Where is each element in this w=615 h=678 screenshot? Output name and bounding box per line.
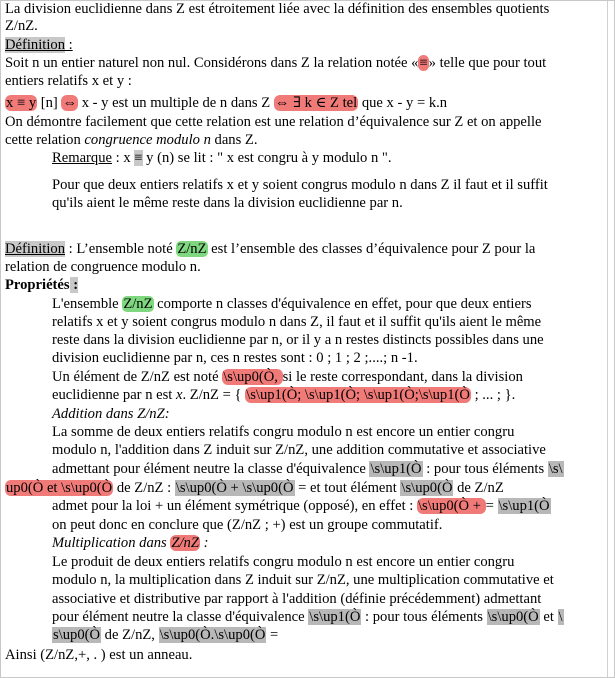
- text: pour élément neutre la classe d'équivalence: [52, 609, 309, 625]
- definition-2-line-1: [5, 241, 535, 258]
- remarque-label: Remarque: [52, 150, 112, 166]
- properties-line-2: relatifs x et y soient congrus modulo n dans Z, il faut et il suffit qu'ils aient le même: [52, 314, 542, 330]
- text: : L’ensemble noté: [65, 241, 177, 257]
- field-code: \s\up1(Ò: [498, 498, 550, 514]
- addition-title: Addition dans Z/nZ: [52, 406, 165, 422]
- text: . Z/nZ = {: [182, 387, 246, 403]
- field-code: \s\: [548, 461, 563, 477]
- text: ; ... ; }.: [470, 387, 516, 403]
- intro-line-2: Z/nZ.: [5, 18, 38, 34]
- field-code: \s\up0(Ò: [401, 480, 453, 496]
- text: : x: [111, 150, 135, 166]
- field-code: \s\up1(Ò: [370, 461, 422, 477]
- text: admet pour la loi + un élément symétrique (opposé), en effet :: [52, 498, 417, 514]
- text: : pour tous éléments: [422, 461, 548, 477]
- text: y (n) se lit : " x est congru à y modulo n ".: [142, 150, 392, 166]
- text: [n]: [37, 95, 62, 111]
- text: =: [266, 627, 279, 643]
- exists-expr: ⇔ ∃ k ∈ Z tel: [274, 95, 358, 111]
- text: dans Z.: [210, 132, 258, 148]
- properties-label: Propriétés: [5, 277, 70, 293]
- intro-line-1: La division euclidienne dans Z est étroitement liée avec la définition des ensembles quotients: [5, 1, 550, 17]
- text: :: [164, 406, 170, 422]
- properties-line-1: [52, 296, 532, 313]
- field-code: \s\up0(Ò +: [418, 498, 485, 514]
- field-code: \s\up1(Ò; \s\up1(Ò; \s\up1(Ò;\s\up1(Ò: [246, 387, 470, 403]
- definition-1-heading: [5, 37, 73, 54]
- remarque-line: [52, 150, 392, 167]
- definition-1-line-4: On démontre facilement que cette relation est une relation d’équivalence sur Z et on appelle: [5, 114, 542, 130]
- properties-line-6: [52, 387, 515, 404]
- properties-line-3: reste dans la division euclidienne par n, or il y a n restes distincts possibles dans une: [52, 332, 544, 348]
- properties-line-4: division euclidienne par n, ces n restes sont : 0 ; 1 ; 2 ;....; n -1.: [52, 350, 418, 366]
- multiplication-title: Multiplication dans: [52, 535, 171, 551]
- addition-line-3: [52, 461, 564, 478]
- text: = et tout élément: [294, 480, 401, 496]
- addition-line-5: [52, 498, 551, 515]
- field-code: up0(Ò et \s\up0(Ò: [6, 480, 113, 496]
- text: : pour tous éléments: [361, 609, 487, 625]
- congruence-equation: [5, 95, 447, 112]
- remarque-para-2: qu'ils aient le même reste dans la division euclidienne par n.: [52, 195, 403, 211]
- congruence-expr: x ≡ y: [6, 95, 37, 111]
- text: de Z/nZ :: [113, 480, 175, 496]
- multiplication-line-2: modulo n, la multiplication dans Z induit sur Z/nZ, une multiplication commutative et: [52, 572, 554, 588]
- term: congruence modulo n: [84, 132, 211, 148]
- definition-1-line-1: [5, 55, 546, 72]
- text: comporte n classes d'équivalence en effet, pour que deux entiers: [153, 296, 532, 312]
- equiv-symbol: ≡: [134, 150, 143, 166]
- definition-1-line-2: entiers relatifs x et y :: [5, 73, 132, 89]
- remarque-para-1: Pour que deux entiers relatifs x et y soient congrus modulo n dans Z il faut et il suffit: [52, 177, 548, 193]
- text: admettant pour élément neutre la classe d'équivalence: [52, 461, 370, 477]
- text: de Z/nZ,: [101, 627, 159, 643]
- text: x - y est un multiple de n dans Z: [78, 95, 274, 111]
- multiplication-line-1: Le produit de deux entiers relatifs congru modulo n est encore un entier congru: [52, 554, 515, 570]
- text: =: [485, 498, 498, 514]
- definition-label: Définition: [5, 241, 65, 257]
- definition-2-line-2: relation de congruence modulo n.: [5, 259, 201, 275]
- text: cette relation: [5, 132, 85, 148]
- definition-label: Définition: [5, 37, 65, 53]
- text: et: [539, 609, 558, 625]
- quotient-set: Z/nZ: [123, 296, 153, 312]
- text: » telle que pour tout: [428, 55, 547, 71]
- text: Un élément de Z/nZ est noté: [52, 369, 223, 385]
- equiv-symbol: ≡: [419, 55, 428, 71]
- field-code: \s\up0(Ò + \s\up0(Ò: [175, 480, 294, 496]
- field-code: \: [558, 609, 563, 625]
- text: Soit n un entier naturel non nul. Considérons dans Z la relation notée «: [5, 55, 419, 71]
- conclusion-line: Ainsi (Z/nZ,+, . ) est un anneau.: [5, 647, 193, 663]
- field-code: \s\up1(Ò: [309, 609, 361, 625]
- definition-1-line-5: [5, 132, 258, 149]
- page-margin-line: [607, 1, 608, 678]
- text: que x - y = k.n: [358, 95, 448, 111]
- multiplication-line-4: [52, 609, 564, 626]
- field-code: \s\up0(Ò,: [223, 369, 282, 385]
- text: euclidienne par n est: [52, 387, 176, 403]
- addition-line-6: on peut donc en conclure que (Z/nZ ; +) est un groupe commutatif.: [52, 517, 443, 533]
- text: :: [199, 535, 209, 551]
- variable: x: [176, 387, 183, 403]
- addition-line-1: La somme de deux entiers relatifs congru modulo n est encore un entier congru: [52, 424, 515, 440]
- properties-heading: [5, 277, 78, 294]
- multiplication-heading: [52, 535, 208, 552]
- quotient-set: Z/nZ: [171, 535, 199, 551]
- text: de Z/nZ: [453, 480, 504, 496]
- addition-heading: [52, 406, 170, 423]
- addition-line-4: [5, 480, 504, 497]
- definition-colon: :: [65, 37, 73, 53]
- field-code: s\up0(Ò: [53, 627, 101, 643]
- field-code: \s\up0(Ò: [487, 609, 539, 625]
- quotient-set: Z/nZ: [177, 241, 207, 257]
- addition-line-2: modulo n, l'addition dans Z induit sur Z/nZ, une addition commutative et associative: [52, 442, 546, 458]
- field-code: \s\up0(Ò.\s\up0(Ò: [159, 627, 266, 643]
- properties-colon: :: [69, 277, 79, 293]
- text: L'ensemble: [52, 296, 123, 312]
- equivalence-arrow: ⇔: [62, 95, 78, 111]
- text: si le reste correspondant, dans la division: [282, 369, 523, 385]
- multiplication-line-5: [52, 627, 278, 644]
- properties-line-5: [52, 369, 523, 386]
- multiplication-line-3: associative et distributive par rapport à l'addition (définie précédemment) admettant: [52, 591, 542, 607]
- text: est l’ensemble des classes d’équivalence pour Z pour la: [207, 241, 536, 257]
